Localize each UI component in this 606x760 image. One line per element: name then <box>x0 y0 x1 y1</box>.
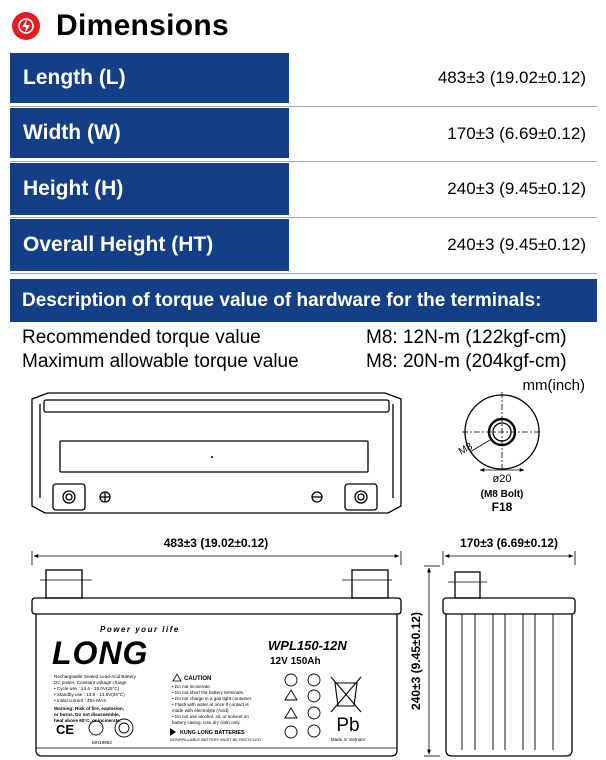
svg-text:• Standby use : 13.5 - 13.8V(: • Standby use : 13.5 - 13.8V(25°C) <box>54 692 125 697</box>
torque-recommended-label: Recommended torque value <box>22 327 261 348</box>
label-spec-text <box>54 674 137 723</box>
svg-text:• Do not charge in a gas tight: • Do not charge in a gas tight container. <box>172 696 253 701</box>
row-divider <box>10 217 597 218</box>
terminal-bolt-label: (M8 Bolt) <box>480 489 524 500</box>
terminal-detail <box>462 392 542 472</box>
terminal-code-label: F18 <box>491 500 513 514</box>
acid-warning-icon <box>285 690 297 700</box>
label-maker: KUNG LONG BATTERIES <box>180 730 245 736</box>
dimension-label-width: Width (W) <box>10 108 289 158</box>
front-width-label: 483±3 (19.02±0.12) <box>163 536 269 550</box>
side-height-dimension <box>424 566 440 756</box>
label-cert: MH16962 <box>92 740 112 745</box>
battery-drawing <box>0 370 606 760</box>
safety-symbols <box>285 674 320 738</box>
label-tagline: Power your life <box>100 625 180 634</box>
svg-text:or burns. Do not disassemble,: or burns. Do not disassemble, <box>54 712 120 717</box>
svg-text:• Flush with water at once if: • Flush with water at once if contact is <box>172 702 249 707</box>
caution-icon <box>173 674 181 681</box>
label-maker-note: NONSPILLABLE BATTERY MUST BE RECYCLED <box>170 737 261 742</box>
torque-maximum-value: M8: 20N-m (204kgf-cm) <box>366 351 567 372</box>
crossed-bin-icon <box>331 677 361 712</box>
row-divider <box>10 273 597 274</box>
svg-text:battery casing. Use dry cloth: battery casing. Use dry cloth only. <box>172 720 241 725</box>
eye-protection-icon <box>308 690 320 702</box>
svg-text:• Initial current : 45A MAX: • Initial current : 45A MAX <box>54 698 107 703</box>
front-width-dimension <box>32 551 401 565</box>
row-divider <box>10 161 597 162</box>
side-view <box>443 572 575 756</box>
child-warning-icon <box>285 726 297 738</box>
side-width-dimension <box>443 551 575 565</box>
dimension-label-length: Length (L) <box>10 53 289 103</box>
label-rating: 12V 150Ah <box>270 656 321 667</box>
label-pb: Pb <box>336 715 360 736</box>
unit-label: mm(inch) <box>522 377 585 394</box>
terminal-diameter-label: ø20 <box>492 473 512 485</box>
row-divider <box>10 106 597 107</box>
svg-text:• Do not short the battery ter: • Do not short the battery terminals. <box>172 690 245 695</box>
label-brand: LONG <box>52 635 149 671</box>
torque-maximum-label: Maximum allowable torque value <box>22 351 299 372</box>
read-manual-icon <box>308 707 320 719</box>
explosion-warning-icon <box>285 708 297 718</box>
torque-heading: Description of torque value of hardware for the terminals: <box>10 279 597 322</box>
svg-text:CAUTION: CAUTION <box>184 676 212 682</box>
label-caution-text <box>172 676 252 725</box>
lightning-bolt-icon <box>12 12 40 40</box>
svg-text:• Cycle use : 14.4 - 15.0V(: • Cycle use : 14.4 - 15.0V(25°C) <box>54 686 120 691</box>
svg-text:Rechargeable Sealed Lead-Acid: Rechargeable Sealed Lead-Acid Battery <box>54 674 136 679</box>
svg-text:Warning: Risk of fire, explosi: Warning: Risk of fire, explosion, <box>54 706 125 711</box>
quality-seal-icon <box>115 719 133 737</box>
no-fire-icon <box>308 674 320 686</box>
dimension-value-overall-height: 240±3 (9.45±0.12) <box>447 235 586 254</box>
label-model: WPL150-12N <box>268 638 347 653</box>
dimension-value-length: 483±3 (19.02±0.12) <box>437 68 586 87</box>
page-header <box>12 6 229 46</box>
top-view <box>32 393 401 513</box>
svg-text:heat above 60°C, or incinerate: heat above 60°C, or incinerate. <box>54 718 121 723</box>
side-height-label: 240±3 (9.45±0.12) <box>409 612 423 710</box>
maker-logo-icon <box>170 728 176 736</box>
ul-icon <box>89 721 103 735</box>
dimension-value-width: 170±3 (6.69±0.12) <box>447 124 586 143</box>
ce-mark: CE <box>56 722 75 737</box>
recycle-icon <box>285 674 297 686</box>
side-width-label: 170±3 (6.69±0.12) <box>460 536 558 550</box>
svg-text:DC power, Constant voltage cha: DC power, Constant voltage charge <box>54 680 127 685</box>
dimension-label-height: Height (H) <box>10 163 289 215</box>
recycle-pb-icon <box>308 725 320 737</box>
svg-text:• Do not use alcohol, oil, or: • Do not use alcohol, oil, or solvent on <box>172 714 249 719</box>
svg-text:• Do not incinerate.: • Do not incinerate. <box>172 684 211 689</box>
dimension-value-height: 240±3 (9.45±0.12) <box>447 179 586 198</box>
page-title: Dimensions <box>56 9 230 42</box>
terminal-thread-label: M8 <box>457 441 475 458</box>
center-mark <box>211 456 213 458</box>
label-origin: Made in Vietnam <box>330 737 366 742</box>
torque-recommended-value: M8: 12N-m (122kgf-cm) <box>366 327 567 348</box>
svg-text:made with electrolyte (Acid).: made with electrolyte (Acid). <box>172 708 230 713</box>
dimension-label-overall-height: Overall Height (HT) <box>10 219 289 271</box>
